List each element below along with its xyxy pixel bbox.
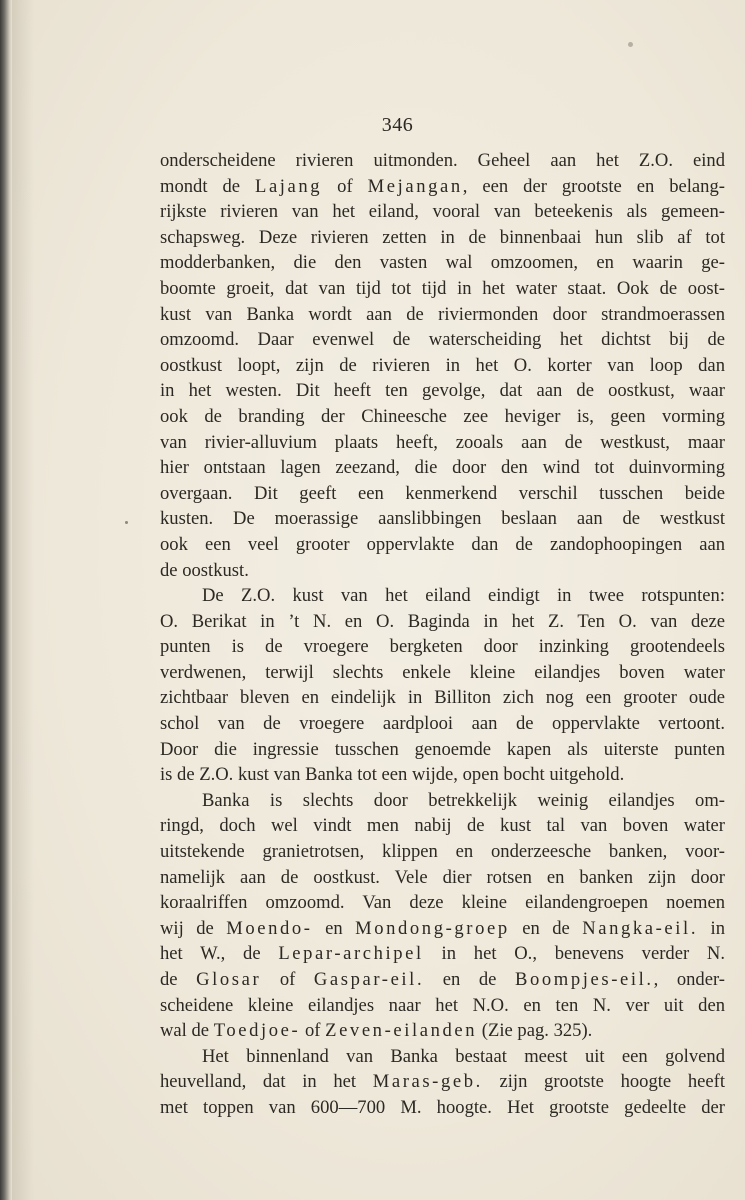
text-segment: oostkust loopt, zijn de rivieren in het O. korter van loop dan xyxy=(160,354,725,376)
text-line xyxy=(160,865,725,891)
page-number: 346 xyxy=(381,114,414,136)
spine-shadow xyxy=(12,0,34,1200)
text-line xyxy=(160,762,725,788)
text-line xyxy=(160,916,725,942)
text-segment: boomte groeit, dat van tijd tot tijd in het water staat. Ook de oost- xyxy=(160,277,725,299)
text-segment: schol van de vroegere aardplooi aan de oppervlakte vertoont. xyxy=(160,713,725,735)
spaced-name: Gaspar-eil. xyxy=(313,969,425,990)
text-segment: scheidene kleine eilandjes naar het N.O. en ten N. ver uit den xyxy=(160,994,725,1016)
text-line xyxy=(160,1018,725,1044)
text-line xyxy=(160,378,725,404)
text-line xyxy=(160,455,725,481)
text-segment: onderscheidene rivieren uitmonden. Geheel aan het Z.O. eind xyxy=(160,150,725,171)
text-line xyxy=(160,1044,725,1070)
text-line xyxy=(160,174,725,200)
text-line xyxy=(160,250,725,276)
text-line xyxy=(160,481,725,507)
text-segment: en de xyxy=(509,917,583,939)
book-spine xyxy=(0,0,12,1200)
text-line xyxy=(160,199,725,225)
text-segment: in het westen. Dit heeft ten gevolge, dat aan de oostkust, waar xyxy=(160,380,725,402)
text-line xyxy=(160,660,725,686)
text-line xyxy=(160,583,725,609)
text-segment: mondt de xyxy=(160,175,255,197)
text-line xyxy=(160,839,725,865)
text-line xyxy=(160,941,725,967)
spaced-name: Mejangan xyxy=(367,175,463,197)
text-segment: punten is de vroegere bergketen door inzinking grootendeels xyxy=(160,636,725,658)
text-segment: uitstekende granietrotsen, klippen en onderzeesche banken, voor- xyxy=(160,841,725,863)
text-segment: is de Z.O. kust van Banka tot een wijde, open bocht uitgehold. xyxy=(160,764,625,786)
spaced-name: Glosar xyxy=(196,969,262,990)
text-segment: zichtbaar bleven en eindelijk in Billiton zich nog een grooter oude xyxy=(160,687,725,709)
text-segment: of xyxy=(322,175,368,197)
text-segment: kusten. De moerassige aanslibbingen beslaan aan de westkust xyxy=(160,508,725,530)
paper-speck xyxy=(628,42,633,47)
text-segment: hier ontstaan lagen zeezand, die door den wind tot duinvorming xyxy=(160,457,725,479)
text-segment: zijn grootste hoogte heeft xyxy=(482,1071,725,1093)
text-segment: ringd, doch wel vindt men nabij de kust tal van boven water xyxy=(160,815,725,837)
text-segment: kust van Banka wordt aan de riviermonden door strandmoerassen xyxy=(160,303,725,325)
text-line xyxy=(160,609,725,635)
text-segment: van rivier-alluvium plaats heeft, zooals aan de westkust, maar xyxy=(160,431,725,453)
text-segment: omzoomd. Daar evenwel de waterscheiding het dichtst bij de xyxy=(160,329,725,351)
text-line xyxy=(160,302,725,328)
text-segment: schapsweg. Deze rivieren zetten in de binnenbaai hun slib af tot xyxy=(160,226,725,248)
text-line xyxy=(160,1095,725,1121)
text-line xyxy=(160,506,725,532)
spaced-name: Mondong-groep xyxy=(355,917,510,939)
text-line xyxy=(160,353,725,379)
spaced-name: Lajang xyxy=(254,175,323,197)
text-line xyxy=(160,967,725,993)
text-line xyxy=(160,813,725,839)
text-segment: namelijk aan de oostkust. Vele dier rotsen en banken zijn door xyxy=(160,866,725,888)
spaced-name: Lepar-archipel xyxy=(278,943,424,965)
text-segment: of xyxy=(300,1020,326,1042)
text-segment: , een der grootste en belang- xyxy=(462,175,725,197)
text-segment: verdwenen, terwijl slechts enkele kleine eilandjes boven water xyxy=(160,661,725,683)
text-line xyxy=(160,890,725,916)
text-segment: de xyxy=(160,969,197,990)
text-line xyxy=(160,737,725,763)
spaced-name: Moendo- xyxy=(226,917,313,939)
text-segment: de oostkust. xyxy=(160,559,249,581)
text-line xyxy=(160,993,725,1019)
text-segment: of xyxy=(261,969,314,990)
spaced-name: Toedjoe- xyxy=(213,1020,301,1042)
text-line xyxy=(160,1069,725,1095)
text-segment: Het binnenland van Banka bestaat meest uit een golvend xyxy=(202,1045,725,1067)
text-line xyxy=(160,225,725,251)
spaced-name: Maras-geb. xyxy=(372,1071,483,1093)
text-segment: koraalriffen omzoomd. Van deze kleine eilandengroepen noemen xyxy=(160,892,725,914)
text-line xyxy=(160,276,725,302)
text-segment: Door die ingressie tusschen genoemde kapen als uiterste punten xyxy=(160,738,725,760)
text-segment: ook de branding der Chineesche zee heviger is, geen vorming xyxy=(160,405,725,427)
text-line xyxy=(160,634,725,660)
text-segment: met toppen van 600—700 M. hoogte. Het grootste gedeelte der xyxy=(160,1096,725,1118)
text-segment: ook een veel grooter oppervlakte dan de zandophoopingen aan xyxy=(160,533,725,555)
body-text xyxy=(160,148,725,1121)
text-segment: overgaan. Dit geeft een kenmerkend verschil tusschen beide xyxy=(160,482,725,504)
text-line xyxy=(160,711,725,737)
text-segment: rijkste rivieren van het eiland, vooral van beteekenis als gemeen- xyxy=(160,201,725,223)
text-segment: heuvelland, dat in het xyxy=(160,1071,373,1093)
text-segment: O. Berikat in ’t N. en O. Baginda in het Z. Ten O. van deze xyxy=(160,610,725,632)
text-segment: wal de xyxy=(160,1020,214,1042)
text-segment: in het O., benevens verder N. xyxy=(423,943,725,965)
text-segment: in xyxy=(698,917,725,939)
text-line xyxy=(160,532,725,558)
text-segment: en xyxy=(312,917,356,939)
text-segment: het W., de xyxy=(160,943,279,965)
text-segment: De Z.O. kust van het eiland eindigt in twee rotspunten: xyxy=(202,585,725,607)
text-line xyxy=(160,788,725,814)
spaced-name: Boompjes-eil. xyxy=(514,969,654,990)
text-segment: Banka is slechts door betrekkelijk weinig eilandjes om- xyxy=(202,789,725,811)
text-line xyxy=(160,327,725,353)
text-segment: wij de xyxy=(160,917,227,939)
text-line xyxy=(160,558,725,584)
text-line xyxy=(160,404,725,430)
text-segment: modderbanken, die den vasten wal omzoomen, en waarin ge- xyxy=(160,252,725,274)
spaced-name: Zeven-eilanden xyxy=(325,1020,478,1042)
spaced-name: Nangka-eil. xyxy=(582,917,699,939)
text-line xyxy=(160,685,725,711)
text-line xyxy=(160,148,725,174)
text-segment: (Zie pag. 325). xyxy=(477,1020,593,1042)
margin-dot xyxy=(125,521,128,524)
text-segment: , onder- xyxy=(653,969,725,990)
text-line xyxy=(160,430,725,456)
text-segment: en de xyxy=(424,969,515,990)
